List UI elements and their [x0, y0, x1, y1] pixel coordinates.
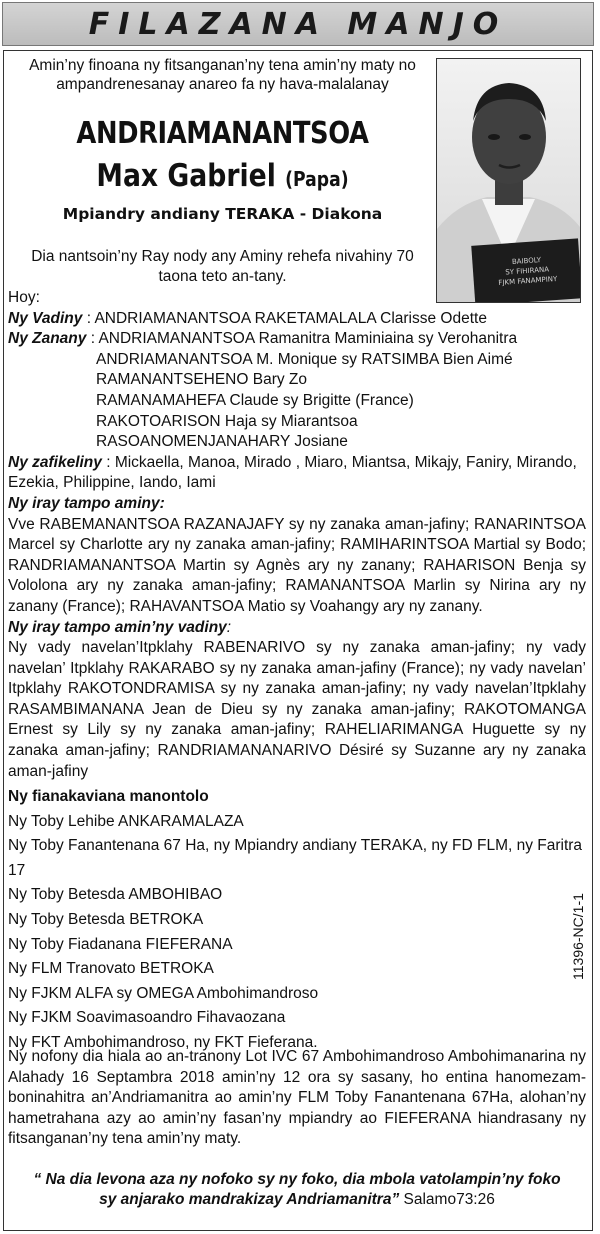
death-notice: Dia nantsoin’ny Ray nody any Aminy rehefa nivahiny 70 taona teto an-tany.	[31, 248, 414, 285]
siblings-label: Ny iray tampo aminy:	[8, 494, 165, 512]
verse-line-1: “ Na dia levona aza ny nofoko sy ny foko, dia mbola vatolampin’ny foko	[33, 1171, 561, 1188]
grandchildren-names: : Mickaella, Manoa, Mirado , Miaro, Miantsa, Mikajy, Faniry, Mirando, Ezekia, Philippine, Iando, Iami	[8, 453, 577, 492]
nickname: (Papa)	[285, 167, 349, 191]
list-item: Ny FLM Tranovato BETROKA	[8, 960, 214, 978]
banner-title: FILAZANA MANJO	[88, 6, 508, 42]
wife-name: : ANDRIAMANANTSOA RAKETAMALALA Clarisse Odette	[86, 309, 487, 327]
list-item: Ny Toby Betesda AMBOHIBAO	[8, 886, 223, 904]
title-banner	[2, 2, 594, 46]
given-name-line	[40, 158, 406, 194]
photo-caption-3: FJKM FANAMPINY	[498, 274, 558, 288]
list-item: Ny FKT Ambohimandroso, ny FKT Fieferana.	[8, 1033, 318, 1051]
inlaws-label: Ny iray tampo amin’ny vadiny	[8, 618, 227, 636]
organizations-heading: Ny fianakaviana manontolo	[8, 788, 209, 805]
family-section	[8, 288, 586, 782]
list-item: Ny Toby Betesda BETROKA	[8, 910, 204, 928]
funeral-details: Ny nofony dia hiala ao an-tranony Lot IVC 67 Ambohimandroso Ambohimanarina ny Alahady 16 Septambra 2018 amin’ny 12 ora sy sasany, ho entina hanomezam-boninahitra an’Andriamanitra ao amin’ny FLM Toby Fanantenana 67Ha, alohan’ny hametrahana azy ao amin’ny fasan’ny mpiandry ao FIEFERANA hiandrasany ny fitsanganan’ny tena amin’ny maty.	[8, 1048, 586, 1148]
children-row	[8, 329, 586, 350]
photo-caption-1: BAIBOLY	[511, 256, 542, 267]
portrait-photo	[436, 58, 581, 303]
list-item: Ny Toby Lehibe ANKARAMALAZA	[8, 812, 244, 830]
grandchildren-label: Ny zafikeliny	[8, 453, 102, 471]
list-item: Ny FJKM ALFA sy OMEGA Ambohimandroso	[8, 984, 319, 1002]
list-item: Ny Toby Fanantenana 67 Ha, ny Mpiandry andiany TERAKA, ny FD FLM, ny Faritra 17	[8, 837, 583, 879]
portrait-image	[437, 59, 580, 302]
given-name: Max Gabriel	[96, 158, 276, 194]
children-label: Ny Zanany	[8, 330, 87, 348]
inlaws-heading	[8, 618, 586, 639]
wife-label: Ny Vadiny	[8, 309, 83, 327]
inlaws-text: Ny vady navelan’Itpklahy RABENARIVO sy ny zanaka aman-jafiny; ny vady navelan’ Itpklahy RAKARABO sy ny zanaka aman-jafiny (France); ny vady navelan’ Itpklahy RAKOTONDRAMISA sy ny zanaka aman-jafiny; ny vady navelan’Itpklahy RASAMBIMANANA Jean de Dieu sy ny zanaka aman-jafiny; RAKOTOMANGA Ernest sy Lily sy ny zanaka aman-jafiny; RAHELIARIMANGA Huguette sy ny zanaka aman-jafiny; RANDRIAMANANARIVO Désiré sy Suzanne ary ny zanaka aman-jafiny	[8, 639, 586, 780]
list-item: RAMANANTSEHENO Bary Zo	[96, 371, 308, 389]
verse-citation: Salamo73:26	[403, 1191, 495, 1208]
siblings-text: Vve RABEMANANTSOA RAZANAJAFY sy ny zanaka aman-jafiny; RANARINTSOA Marcel sy Charlotte ary ny zanaka aman-jafiny; RAMIHARINTSOA Martial sy Bodo; RANDRIAMANANTSOA Martin sy Agnès ary ny zanany; RAHARISON Benja sy Vololona ary ny zanaka aman-jafiny; RAMANANTSOA Marlin sy Nirina ary ny zanany (France); RAHAVANTSOA Matio sy Voahangy ary ny zanany.	[8, 515, 586, 615]
inlaws-colon: :	[226, 618, 232, 636]
list-item: Ny Toby Fiadanana FIEFERANA	[8, 935, 233, 953]
wife-row	[8, 309, 586, 330]
intro-text: Amin’ny finoana ny fitsanganan’ny tena amin’ny maty no ampandrenesanay anareo fa ny hava-malalanay	[29, 57, 416, 93]
grandchildren-row	[8, 453, 586, 494]
reference-code: 11396-NC/1-1	[570, 893, 586, 980]
list-item: RAMANAMAHEFA Claude sy Brigitte (France)	[96, 391, 414, 409]
list-item: RASOANOMENJANAHARY Josiane	[96, 433, 348, 451]
verse-line-2: sy anjarako mandrakizay Andriamanitra”	[99, 1191, 400, 1208]
bible-verse	[8, 1170, 586, 1210]
list-item: ANDRIAMANANTSOA M. Monique sy RATSIMBA Bien Aimé	[96, 350, 513, 368]
list-item: RAKOTOARISON Haja sy Miarantsoa	[96, 412, 358, 430]
greeting: Hoy:	[8, 289, 40, 306]
list-item: Ny FJKM Soavimasoandro Fihavaozana	[8, 1009, 286, 1027]
role-title: Mpiandry andiany TERAKA - Diakona	[62, 205, 383, 223]
surname: ANDRIAMANANTSOA	[76, 116, 369, 151]
child-first: : ANDRIAMANANTSOA Ramanitra Maminiaina sy Verohanitra	[90, 330, 518, 348]
organizations-section	[8, 785, 586, 1056]
photo-caption-2: SY FIHIRANA	[505, 265, 550, 277]
